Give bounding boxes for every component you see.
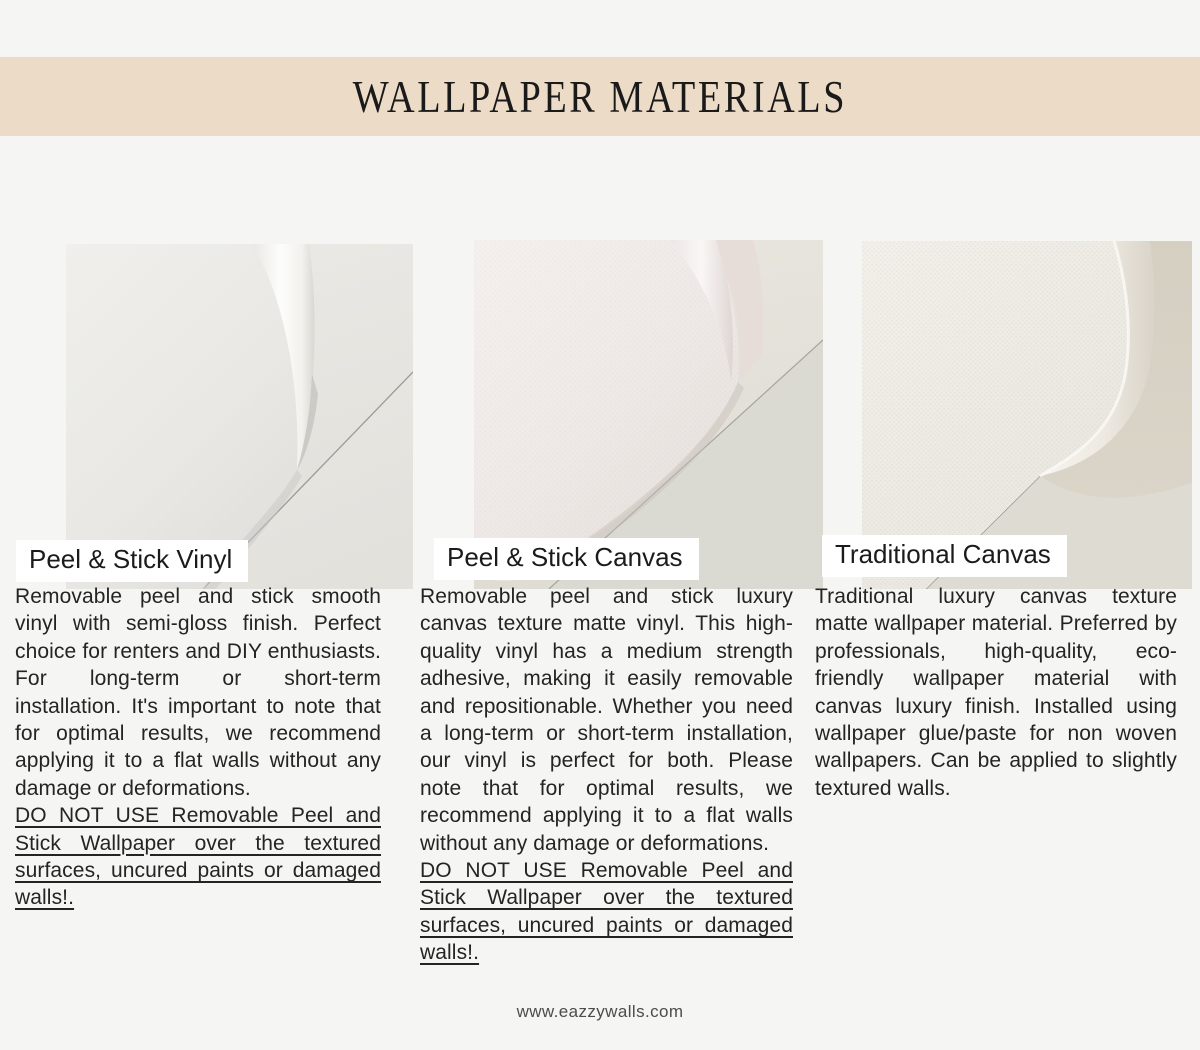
description-paragraph: Traditional luxury canvas texture matte wallpaper material. Preferred by professionals, high-quality, eco-friendly wallpaper material with canvas luxury finish. Installed using wallpaper glue/paste for non woven wallpapers. Can be applied to slightly textured walls. bbox=[815, 585, 1177, 800]
material-label-text: Peel & Stick Canvas bbox=[447, 542, 683, 572]
material-label-vinyl bbox=[16, 540, 248, 582]
material-description-vinyl bbox=[15, 583, 381, 912]
material-label-peel-stick-canvas bbox=[434, 538, 699, 580]
warning-paragraph: DO NOT USE Removable Peel and Stick Wallpaper over the textured surfaces, uncured paints or damaged walls!. bbox=[15, 804, 381, 910]
title-banner bbox=[0, 57, 1200, 136]
material-label-text: Peel & Stick Vinyl bbox=[29, 544, 233, 574]
material-label-traditional-canvas bbox=[822, 535, 1067, 577]
description-paragraph: Removable peel and stick smooth vinyl with semi-gloss finish. Perfect choice for renters and DIY enthusiasts. For long-term or short-term installation. It's important to note that for optimal results, we recommend applying it to a flat walls without any damage or deformations. bbox=[15, 585, 381, 800]
footer bbox=[0, 1002, 1200, 1022]
description-paragraph: Removable peel and stick luxury canvas texture matte vinyl. This high-quality vinyl has a medium strength adhesive, making it easily removable and repositionable. Whether you need a long-term or short-term installation, our vinyl is perfect for both. Please note that for optimal results, we recommend applying it to a flat walls without any damage or deformations. bbox=[420, 585, 793, 855]
material-description-traditional-canvas bbox=[815, 583, 1177, 802]
warning-paragraph: DO NOT USE Removable Peel and Stick Wallpaper over the textured surfaces, uncured paints or damaged walls!. bbox=[420, 859, 793, 965]
material-photo-vinyl bbox=[66, 244, 413, 589]
material-description-peel-stick-canvas bbox=[420, 583, 793, 967]
website-url: www.eazzywalls.com bbox=[516, 1002, 684, 1021]
material-label-text: Traditional Canvas bbox=[835, 539, 1051, 569]
material-photo-peel-stick-canvas bbox=[474, 240, 823, 589]
page-title: WALLPAPER MATERIALS bbox=[352, 71, 848, 122]
